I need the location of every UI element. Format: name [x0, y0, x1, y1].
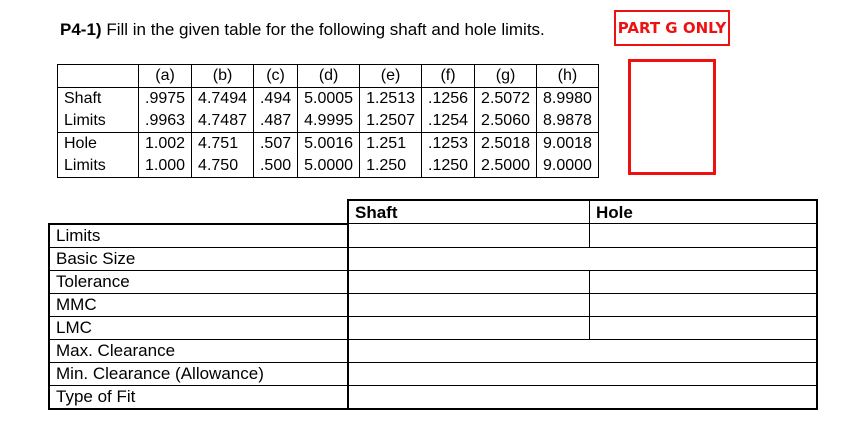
shaft-answer-cell[interactable]: [348, 270, 590, 293]
column-header: (h): [536, 65, 598, 88]
hole-answer-cell[interactable]: [590, 270, 818, 293]
limit-value: 5.0000: [298, 155, 360, 178]
limits-row: [58, 155, 599, 178]
row-label: Shaft: [58, 88, 139, 111]
limit-value: 1.000: [139, 155, 192, 178]
shaft-column-header: Shaft: [348, 200, 590, 224]
limit-value: 9.0018: [536, 133, 598, 156]
answer-row-label: Max. Clearance: [49, 339, 348, 362]
answer-row-label: Basic Size: [49, 247, 348, 270]
combined-answer-cell[interactable]: [348, 339, 817, 362]
shaft-answer-cell[interactable]: [348, 224, 590, 248]
limit-value: 4.751: [192, 133, 254, 156]
answer-row-label: MMC: [49, 293, 348, 316]
limit-value: 4.750: [192, 155, 254, 178]
row-label: Limits: [58, 155, 139, 178]
limit-value: .1254: [422, 110, 475, 133]
row-label: Limits: [58, 110, 139, 133]
limit-value: .9963: [139, 110, 192, 133]
limit-value: 4.9995: [298, 110, 360, 133]
limits-corner-cell: [58, 65, 139, 88]
combined-answer-cell[interactable]: [348, 385, 817, 409]
limit-value: .500: [253, 155, 297, 178]
combined-answer-cell[interactable]: [348, 247, 817, 270]
limit-value: 5.0016: [298, 133, 360, 156]
answer-row: [49, 385, 817, 409]
hole-answer-cell[interactable]: [590, 293, 818, 316]
problem-number: P4-1): [60, 20, 102, 39]
hole-answer-cell[interactable]: [590, 316, 818, 339]
shaft-answer-cell[interactable]: [348, 316, 590, 339]
column-header: (d): [298, 65, 360, 88]
answer-row-label: Min. Clearance (Allowance): [49, 362, 348, 385]
answer-row-label: Tolerance: [49, 270, 348, 293]
limit-value: 4.7494: [192, 88, 254, 111]
shaft-answer-cell[interactable]: [348, 293, 590, 316]
limit-value: .1250: [422, 155, 475, 178]
problem-title: [60, 20, 545, 40]
limit-value: 2.5000: [475, 155, 537, 178]
limits-row: [58, 110, 599, 133]
column-header: (f): [422, 65, 475, 88]
limit-value: 1.2507: [360, 110, 422, 133]
limit-value: .507: [253, 133, 297, 156]
limit-value: .494: [253, 88, 297, 111]
limits-row: [58, 88, 599, 111]
limit-value: 2.5060: [475, 110, 537, 133]
answer-row: [49, 293, 817, 316]
hole-column-header: Hole: [590, 200, 818, 224]
limit-value: 1.2513: [360, 88, 422, 111]
limit-value: 8.9878: [536, 110, 598, 133]
answer-row: [49, 362, 817, 385]
problem-instruction: Fill in the given table for the following shaft and hole limits.: [106, 20, 545, 39]
limit-value: 9.0000: [536, 155, 598, 178]
answer-row: [49, 224, 817, 248]
limit-value: 1.002: [139, 133, 192, 156]
limit-value: 2.5018: [475, 133, 537, 156]
answer-row: [49, 247, 817, 270]
limit-value: .487: [253, 110, 297, 133]
limit-value: 5.0005: [298, 88, 360, 111]
combined-answer-cell[interactable]: [348, 362, 817, 385]
row-label: Hole: [58, 133, 139, 156]
limits-table: [57, 64, 599, 178]
answer-row-label: LMC: [49, 316, 348, 339]
limit-value: 1.251: [360, 133, 422, 156]
column-header: (a): [139, 65, 192, 88]
limit-value: 2.5072: [475, 88, 537, 111]
answer-table: [48, 199, 818, 410]
limit-value: .9975: [139, 88, 192, 111]
answer-row: [49, 339, 817, 362]
answer-row: [49, 270, 817, 293]
answer-row-label: Type of Fit: [49, 385, 348, 409]
limit-value: .1256: [422, 88, 475, 111]
limits-row: [58, 133, 599, 156]
limit-value: 1.250: [360, 155, 422, 178]
limit-value: 8.9980: [536, 88, 598, 111]
hole-answer-cell[interactable]: [590, 224, 818, 248]
limit-value: .1253: [422, 133, 475, 156]
column-header: (e): [360, 65, 422, 88]
column-g-highlight: [628, 59, 716, 175]
answer-row: [49, 316, 817, 339]
column-header: (g): [475, 65, 537, 88]
part-g-badge: PART G ONLY: [614, 10, 730, 46]
answer-corner-cell: [49, 200, 348, 224]
column-header: (b): [192, 65, 254, 88]
limit-value: 4.7487: [192, 110, 254, 133]
column-header: (c): [253, 65, 297, 88]
answer-row-label: Limits: [49, 224, 348, 248]
